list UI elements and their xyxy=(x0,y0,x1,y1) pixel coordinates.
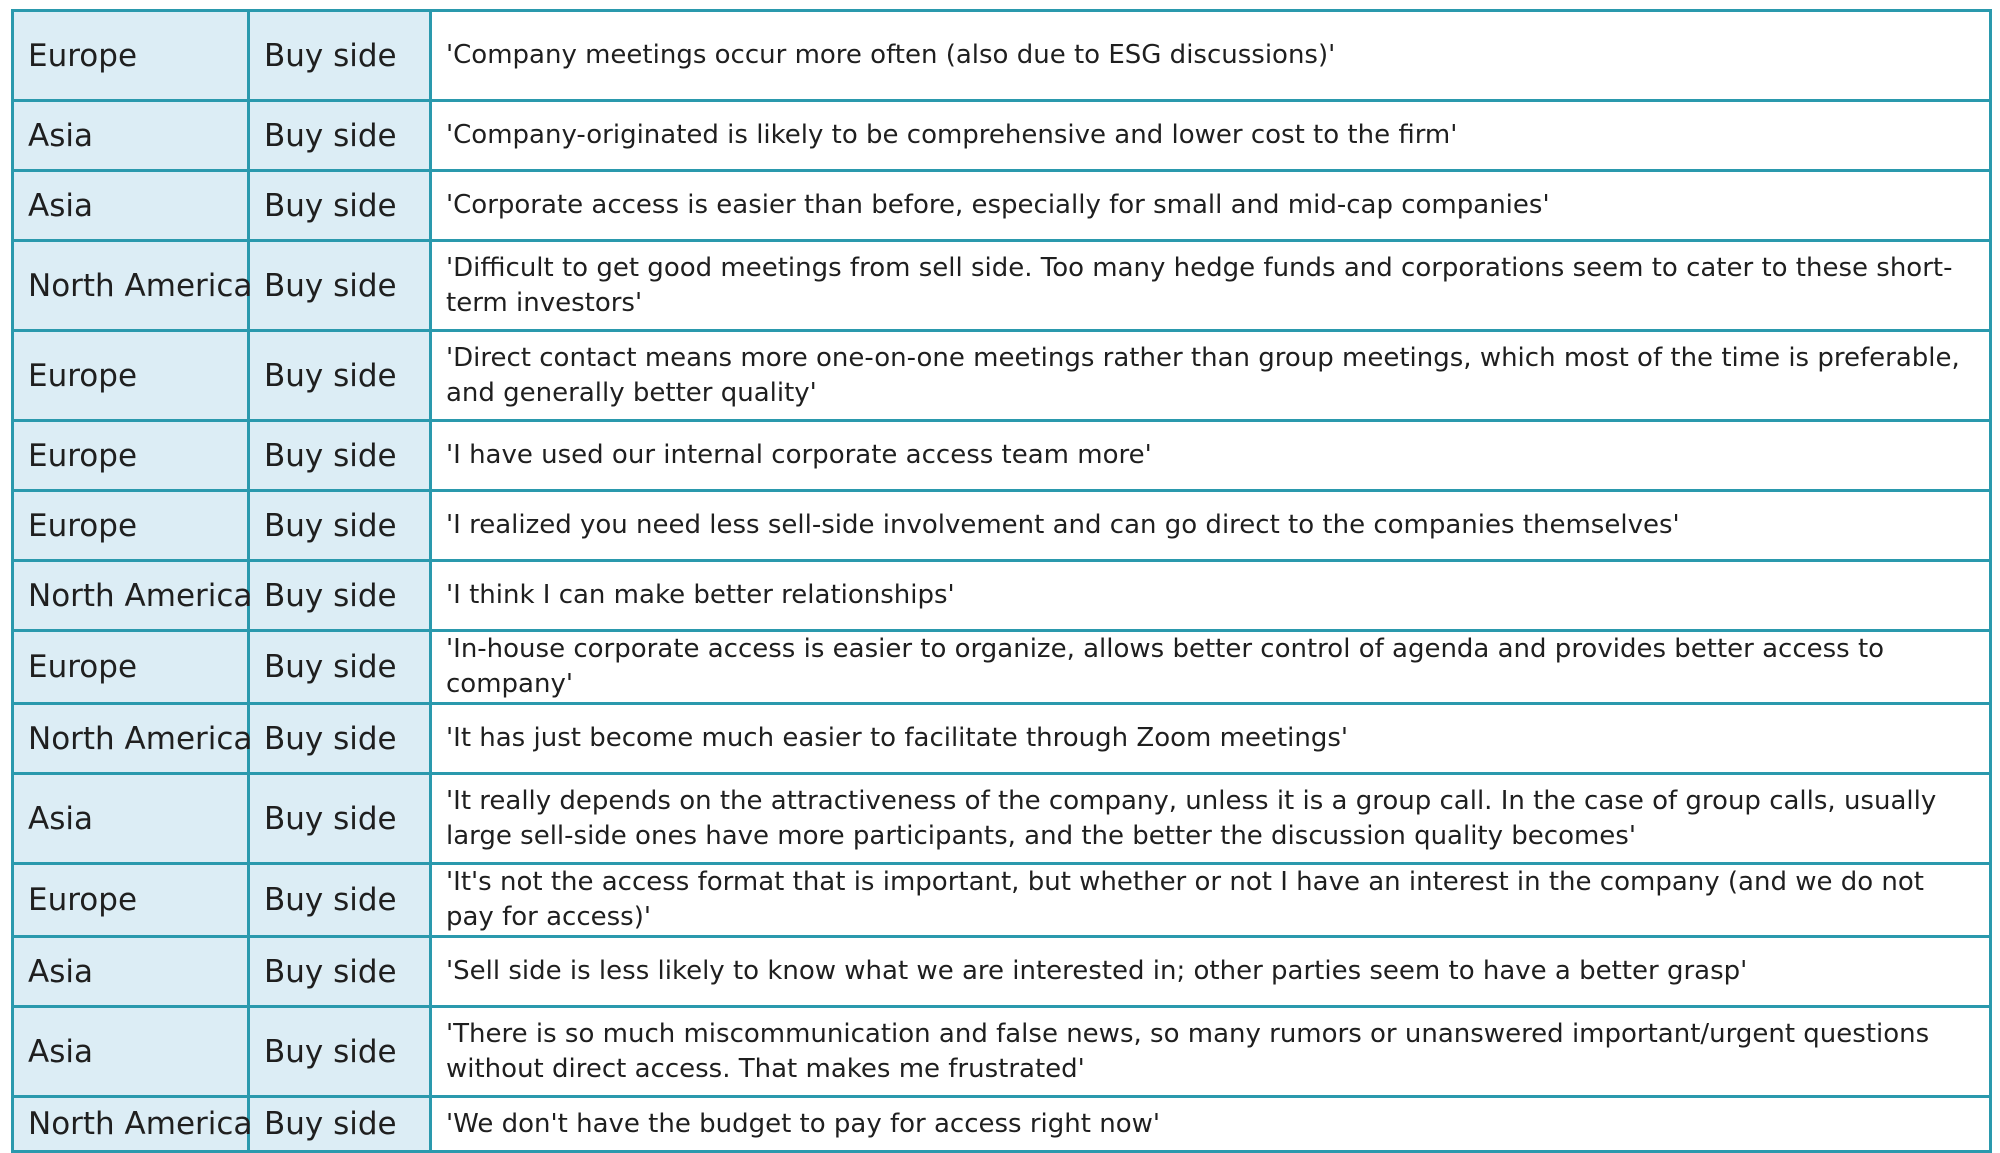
respondent-type-cell: Buy side xyxy=(249,421,431,491)
respondent-type-cell: Buy side xyxy=(249,331,431,421)
quote-cell: 'It really depends on the attractiveness of the company, unless it is a group call. In the case of group calls, usually large sell-side ones have more participants, and the better the discussion quality becomes' xyxy=(431,774,1991,864)
quote-cell: 'Difficult to get good meetings from sell side. Too many hedge funds and corporations seem to cater to these short-term investors' xyxy=(431,241,1991,331)
quotes-table-body xyxy=(13,11,1991,1152)
region-cell: Asia xyxy=(13,1007,249,1097)
region-cell: Asia xyxy=(13,774,249,864)
survey-quotes-table xyxy=(11,9,1992,1153)
region-cell: Europe xyxy=(13,491,249,561)
respondent-type-cell: Buy side xyxy=(249,11,431,101)
region-cell: Europe xyxy=(13,631,249,704)
table-row xyxy=(13,774,1991,864)
region-cell: North America xyxy=(13,1097,249,1152)
table-row xyxy=(13,101,1991,171)
region-cell: Europe xyxy=(13,421,249,491)
respondent-type-cell: Buy side xyxy=(249,561,431,631)
quote-cell: 'In-house corporate access is easier to organize, allows better control of agenda and provides better access to company' xyxy=(431,631,1991,704)
table-row xyxy=(13,11,1991,101)
quote-cell: 'It's not the access format that is important, but whether or not I have an interest in the company (and we do not pay for access)' xyxy=(431,864,1991,937)
table-row xyxy=(13,704,1991,774)
quote-cell: 'I have used our internal corporate access team more' xyxy=(431,421,1991,491)
region-cell: North America xyxy=(13,241,249,331)
quote-cell: 'I realized you need less sell-side involvement and can go direct to the companies themselves' xyxy=(431,491,1991,561)
region-cell: Asia xyxy=(13,937,249,1007)
region-cell: Europe xyxy=(13,11,249,101)
quote-cell: 'We don't have the budget to pay for access right now' xyxy=(431,1097,1991,1152)
table-row xyxy=(13,171,1991,241)
table-row xyxy=(13,937,1991,1007)
respondent-type-cell: Buy side xyxy=(249,631,431,704)
region-cell: North America xyxy=(13,561,249,631)
table-row xyxy=(13,561,1991,631)
respondent-type-cell: Buy side xyxy=(249,774,431,864)
quote-cell: 'Sell side is less likely to know what we are interested in; other parties seem to have a better grasp' xyxy=(431,937,1991,1007)
respondent-type-cell: Buy side xyxy=(249,937,431,1007)
respondent-type-cell: Buy side xyxy=(249,241,431,331)
quote-cell: 'It has just become much easier to facilitate through Zoom meetings' xyxy=(431,704,1991,774)
table-row xyxy=(13,1007,1991,1097)
respondent-type-cell: Buy side xyxy=(249,1097,431,1152)
respondent-type-cell: Buy side xyxy=(249,704,431,774)
region-cell: North America xyxy=(13,704,249,774)
respondent-type-cell: Buy side xyxy=(249,171,431,241)
table-row xyxy=(13,421,1991,491)
region-cell: Asia xyxy=(13,101,249,171)
respondent-type-cell: Buy side xyxy=(249,101,431,171)
table-row xyxy=(13,331,1991,421)
region-cell: Europe xyxy=(13,331,249,421)
respondent-type-cell: Buy side xyxy=(249,491,431,561)
table-row xyxy=(13,1097,1991,1152)
respondent-type-cell: Buy side xyxy=(249,1007,431,1097)
quote-cell: 'Company meetings occur more often (also due to ESG discussions)' xyxy=(431,11,1991,101)
quote-cell: 'There is so much miscommunication and false news, so many rumors or unanswered important/urgent questions without direct access. That makes me frustrated' xyxy=(431,1007,1991,1097)
quote-cell: 'Direct contact means more one-on-one meetings rather than group meetings, which most of the time is preferable, and generally better quality' xyxy=(431,331,1991,421)
table-row xyxy=(13,864,1991,937)
quote-cell: 'Corporate access is easier than before, especially for small and mid-cap companies' xyxy=(431,171,1991,241)
table-row xyxy=(13,241,1991,331)
region-cell: Europe xyxy=(13,864,249,937)
quote-cell: 'I think I can make better relationships' xyxy=(431,561,1991,631)
region-cell: Asia xyxy=(13,171,249,241)
table-row xyxy=(13,491,1991,561)
quote-cell: 'Company-originated is likely to be comprehensive and lower cost to the firm' xyxy=(431,101,1991,171)
respondent-type-cell: Buy side xyxy=(249,864,431,937)
table-row xyxy=(13,631,1991,704)
